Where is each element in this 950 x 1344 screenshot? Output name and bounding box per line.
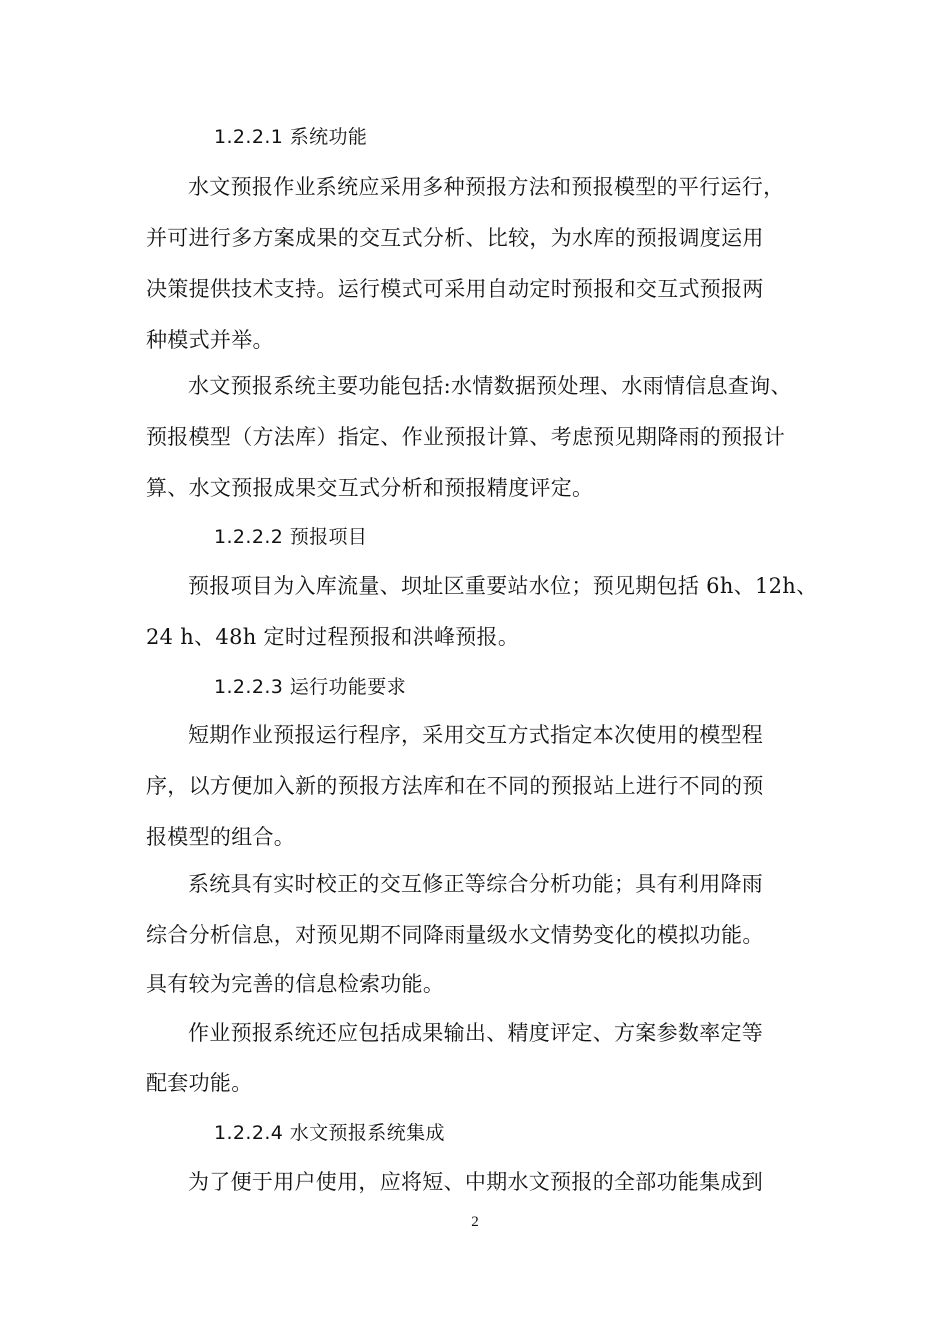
paragraph-line: 配套功能。 <box>146 1071 253 1095</box>
paragraph-line: 序，以方便加入新的预报方法库和在不同的预报站上进行不同的预 <box>146 774 764 798</box>
paragraph-line: 种模式并举。 <box>146 328 274 352</box>
paragraph-line: 24 h、48h 定时过程预报和洪峰预报。 <box>146 625 520 649</box>
section-heading-1-2-2-3: 1.2.2.3 运行功能要求 <box>214 676 407 698</box>
section-heading-1-2-2-2: 1.2.2.2 预报项目 <box>214 526 368 548</box>
section-heading-1-2-2-4: 1.2.2.4 水文预报系统集成 <box>214 1122 445 1144</box>
paragraph-line: 预报项目为入库流量、坝址区重要站水位；预见期包括 6h、12h、 <box>188 574 818 598</box>
section-heading-1-2-2-1: 1.2.2.1 系统功能 <box>214 126 368 148</box>
paragraph-line: 短期作业预报运行程序，采用交互方式指定本次使用的模型程 <box>188 723 764 747</box>
paragraph-line: 算、水文预报成果交互式分析和预报精度评定。 <box>146 476 594 500</box>
paragraph-line: 综合分析信息，对预见期不同降雨量级水文情势变化的模拟功能。 <box>146 923 764 947</box>
paragraph-line: 并可进行多方案成果的交互式分析、比较，为水库的预报调度运用 <box>146 226 764 250</box>
paragraph-line: 系统具有实时校正的交互修正等综合分析功能；具有利用降雨 <box>188 872 764 896</box>
paragraph-line: 作业预报系统还应包括成果输出、精度评定、方案参数率定等 <box>188 1021 764 1045</box>
paragraph-line: 为了便于用户使用，应将短、中期水文预报的全部功能集成到 <box>188 1170 764 1194</box>
paragraph-line: 水文预报作业系统应采用多种预报方法和预报模型的平行运行， <box>188 175 785 199</box>
paragraph-line: 报模型的组合。 <box>146 825 296 849</box>
paragraph-line: 具有较为完善的信息检索功能。 <box>146 972 445 996</box>
page-number: 2 <box>471 1214 479 1230</box>
paragraph-line: 决策提供技术支持。运行模式可采用自动定时预报和交互式预报两 <box>146 277 764 301</box>
paragraph-line: 水文预报系统主要功能包括:水情数据预处理、水雨情信息查询、 <box>188 374 792 398</box>
paragraph-line: 预报模型（方法库）指定、作业预报计算、考虑预见期降雨的预报计 <box>146 425 785 449</box>
